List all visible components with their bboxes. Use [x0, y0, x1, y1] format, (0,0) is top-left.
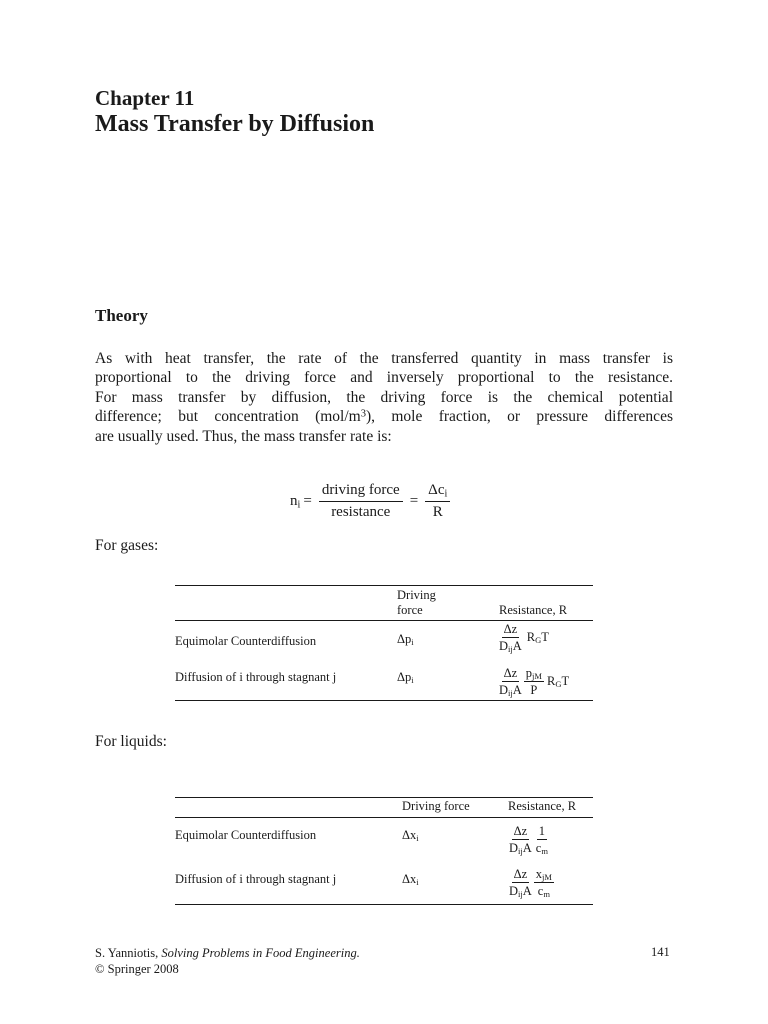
- header-resistance: Resistance, R: [499, 603, 568, 617]
- driving-force-cell: $\Delta p_i$: [397, 670, 414, 686]
- table-row-name: Diffusion of i through stagnant j: [175, 670, 337, 684]
- equation-lhs: $n_i$: [290, 492, 301, 511]
- paragraph-text: difference; but concentration (mol/m: [95, 408, 361, 426]
- fraction-denominator: resistance: [331, 503, 391, 520]
- footer-copyright: © Springer 2008: [95, 962, 179, 976]
- resistance-fraction: $\frac{\Delta z}{D_{ij}A}$: [499, 622, 522, 655]
- paragraph-line: For mass transfer by diffusion, the driving force is the chemical potential: [95, 388, 673, 406]
- resistance-fraction: $\frac{\Delta z}{D_{ij}A}$: [499, 666, 522, 699]
- table-header-rule: [175, 620, 593, 621]
- fraction-denominator: R: [432, 503, 443, 520]
- resistance-fraction: $\frac{\Delta z}{D_{ij}A}$: [509, 824, 532, 857]
- fraction-numerator: $\Delta c_i$: [425, 482, 450, 502]
- resistance-cell: [507, 867, 554, 898]
- rate-equation: [290, 480, 454, 522]
- resistance-fraction: $\frac{x_{jM}}{c_m}$: [535, 867, 552, 900]
- table-header-rule: [175, 817, 593, 818]
- driving-force-cell: $\Delta x_i$: [402, 828, 419, 844]
- footer-citation: S. Yanniotis, Solving Problems in Food Engineering.: [95, 946, 360, 960]
- section-heading: Theory: [95, 306, 148, 325]
- table-row-name: Diffusion of i through stagnant j: [175, 872, 337, 886]
- resistance-cell: [497, 666, 569, 697]
- paragraph-text: ), mole fraction, or pressure differences: [365, 408, 673, 426]
- table-bottom-rule: [175, 700, 593, 701]
- resistance-factor: $R_GT$: [546, 674, 570, 690]
- gases-label: For gases:: [95, 537, 159, 554]
- liquids-label: For liquids:: [95, 733, 167, 750]
- header-resistance: Resistance, R: [508, 799, 577, 813]
- resistance-cell: [507, 824, 550, 855]
- header-driving-force: Driving force: [397, 588, 436, 617]
- resistance-cell: [497, 622, 549, 653]
- body-paragraph: [95, 349, 673, 446]
- paragraph-line: [95, 407, 673, 426]
- resistance-fraction: $\frac{\Delta z}{D_{ij}A}$: [509, 867, 532, 900]
- resistance-fraction: $\frac{1}{c_m}$: [535, 824, 548, 857]
- paragraph-line: As with heat transfer, the rate of the transferred quantity in mass transfer is: [95, 350, 673, 367]
- resistance-factor: $R_GT$: [526, 630, 549, 646]
- fraction-concentration: [425, 482, 450, 521]
- table-bottom-rule: [175, 904, 593, 905]
- header-driving-force: Driving force: [402, 799, 470, 813]
- paragraph-line: are usually used. Thus, the mass transfer rate is:: [95, 427, 392, 445]
- driving-force-cell: $\Delta p_i$: [397, 632, 414, 648]
- fraction-driving-force: [319, 482, 403, 521]
- chapter-label: Chapter 11: [95, 86, 195, 110]
- fraction-numerator: driving force: [319, 482, 403, 502]
- page-number: 141: [651, 945, 670, 959]
- table-row-name: Equimolar Counterdiffusion: [175, 634, 317, 648]
- resistance-fraction: $\frac{p_{jM}}{P}$: [525, 666, 542, 697]
- superscript: 3: [360, 408, 366, 420]
- paragraph-line: proportional to the driving force and inversely proportional to the resistance.: [95, 369, 673, 387]
- equals-sign: =: [303, 492, 312, 509]
- equals-sign: =: [409, 492, 419, 509]
- chapter-title: Mass Transfer by Diffusion: [95, 111, 375, 137]
- table-top-rule: [175, 797, 593, 798]
- driving-force-cell: $\Delta x_i$: [402, 872, 419, 888]
- table-row-name: Equimolar Counterdiffusion: [175, 828, 317, 842]
- table-top-rule: [175, 585, 593, 586]
